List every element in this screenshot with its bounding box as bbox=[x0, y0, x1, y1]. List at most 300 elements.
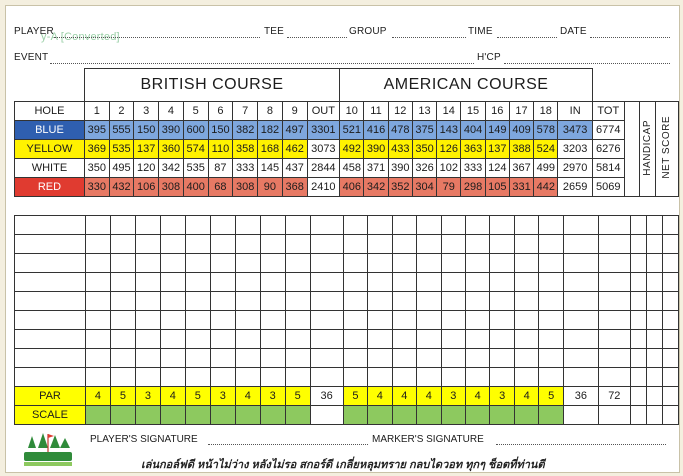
score-cell[interactable] bbox=[514, 235, 538, 254]
score-cell[interactable] bbox=[563, 273, 598, 292]
player-name-cell[interactable] bbox=[15, 311, 86, 330]
score-cell[interactable] bbox=[235, 311, 260, 330]
score-cell[interactable] bbox=[441, 235, 465, 254]
score-cell[interactable] bbox=[646, 216, 662, 235]
score-cell[interactable] bbox=[85, 292, 110, 311]
tee-field[interactable] bbox=[287, 37, 347, 38]
date-label: DATE bbox=[560, 26, 587, 37]
scale-cell[interactable] bbox=[646, 406, 662, 425]
score-cell[interactable] bbox=[85, 368, 110, 387]
player-signature-field[interactable] bbox=[208, 444, 368, 445]
score-cell[interactable] bbox=[539, 330, 563, 349]
score-cell[interactable] bbox=[630, 292, 646, 311]
scale-cell[interactable] bbox=[563, 406, 598, 425]
score-cell[interactable] bbox=[85, 254, 110, 273]
score-cell[interactable] bbox=[160, 292, 185, 311]
score-cell[interactable] bbox=[185, 311, 210, 330]
score-cell[interactable] bbox=[343, 349, 367, 368]
score-cell[interactable] bbox=[310, 216, 343, 235]
score-cell[interactable] bbox=[630, 216, 646, 235]
score-cell[interactable] bbox=[490, 311, 514, 330]
yardage: 390 bbox=[388, 159, 412, 178]
score-cell[interactable] bbox=[235, 273, 260, 292]
score-cell[interactable] bbox=[490, 254, 514, 273]
yardage: 143 bbox=[437, 121, 461, 140]
score-cell[interactable] bbox=[563, 311, 598, 330]
score-cell[interactable] bbox=[368, 292, 392, 311]
score-cell[interactable] bbox=[598, 330, 630, 349]
hcp-field[interactable] bbox=[504, 63, 670, 64]
score-cell[interactable] bbox=[110, 330, 135, 349]
score-cell[interactable] bbox=[598, 235, 630, 254]
score-cell[interactable] bbox=[662, 311, 678, 330]
score-cell[interactable] bbox=[343, 292, 367, 311]
score-cell[interactable] bbox=[630, 349, 646, 368]
yardage: 102 bbox=[437, 159, 461, 178]
score-cell[interactable] bbox=[85, 311, 110, 330]
score-cell[interactable] bbox=[662, 368, 678, 387]
score-cell[interactable] bbox=[465, 254, 489, 273]
score-cell[interactable] bbox=[441, 273, 465, 292]
score-cell[interactable] bbox=[135, 235, 160, 254]
score-cell[interactable] bbox=[490, 235, 514, 254]
score-cell[interactable] bbox=[662, 273, 678, 292]
handicap-label: HANDICAP bbox=[641, 119, 653, 176]
score-cell[interactable] bbox=[662, 254, 678, 273]
scale-cell[interactable] bbox=[392, 406, 416, 425]
score-cell[interactable] bbox=[539, 273, 563, 292]
score-cell[interactable] bbox=[135, 368, 160, 387]
out-total: 3301 bbox=[307, 121, 340, 140]
score-cell[interactable] bbox=[490, 273, 514, 292]
score-cell[interactable] bbox=[135, 292, 160, 311]
score-cell[interactable] bbox=[135, 349, 160, 368]
score-cell[interactable] bbox=[285, 368, 310, 387]
score-cell[interactable] bbox=[630, 235, 646, 254]
scale-cell[interactable] bbox=[417, 406, 441, 425]
score-cell[interactable] bbox=[539, 349, 563, 368]
score-cell[interactable] bbox=[185, 368, 210, 387]
score-cell[interactable] bbox=[185, 292, 210, 311]
score-cell[interactable] bbox=[441, 311, 465, 330]
score-cell[interactable] bbox=[260, 311, 285, 330]
score-cell[interactable] bbox=[260, 292, 285, 311]
score-cell[interactable] bbox=[368, 216, 392, 235]
score-cell[interactable] bbox=[310, 311, 343, 330]
score-cell[interactable] bbox=[160, 254, 185, 273]
score-cell[interactable] bbox=[210, 311, 235, 330]
score-cell[interactable] bbox=[630, 254, 646, 273]
scale-cell[interactable] bbox=[441, 406, 465, 425]
scale-cell[interactable] bbox=[310, 406, 343, 425]
scale-cell[interactable] bbox=[514, 406, 538, 425]
scale-cell[interactable] bbox=[598, 406, 630, 425]
score-cell[interactable] bbox=[235, 349, 260, 368]
score-cell[interactable] bbox=[160, 349, 185, 368]
yardage: 492 bbox=[340, 140, 364, 159]
score-cell[interactable] bbox=[392, 292, 416, 311]
score-cell[interactable] bbox=[490, 349, 514, 368]
score-cell[interactable] bbox=[343, 254, 367, 273]
score-cell[interactable] bbox=[135, 330, 160, 349]
score-cell[interactable] bbox=[160, 235, 185, 254]
scale-cell[interactable] bbox=[662, 406, 678, 425]
score-cell[interactable] bbox=[310, 330, 343, 349]
score-cell[interactable] bbox=[185, 349, 210, 368]
score-cell[interactable] bbox=[646, 368, 662, 387]
score-cell[interactable] bbox=[135, 254, 160, 273]
score-cell[interactable] bbox=[417, 235, 441, 254]
score-cell[interactable] bbox=[343, 235, 367, 254]
score-cell[interactable] bbox=[343, 216, 367, 235]
score-cell[interactable] bbox=[310, 273, 343, 292]
score-cell[interactable] bbox=[646, 235, 662, 254]
score-cell[interactable] bbox=[417, 349, 441, 368]
score-cell[interactable] bbox=[135, 216, 160, 235]
par-value: 5 bbox=[343, 387, 367, 406]
score-cell[interactable] bbox=[490, 292, 514, 311]
score-cell[interactable] bbox=[630, 330, 646, 349]
score-cell[interactable] bbox=[490, 368, 514, 387]
score-cell[interactable] bbox=[392, 368, 416, 387]
score-cell[interactable] bbox=[514, 254, 538, 273]
score-cell[interactable] bbox=[563, 330, 598, 349]
score-cell[interactable] bbox=[417, 273, 441, 292]
player-name-cell[interactable] bbox=[15, 292, 86, 311]
score-cell[interactable] bbox=[441, 254, 465, 273]
scale-cell[interactable] bbox=[260, 406, 285, 425]
score-cell[interactable] bbox=[465, 330, 489, 349]
player-name-cell[interactable] bbox=[15, 254, 86, 273]
scale-cell[interactable] bbox=[539, 406, 563, 425]
score-cell[interactable] bbox=[85, 349, 110, 368]
yardage: 478 bbox=[388, 121, 412, 140]
scale-cell[interactable] bbox=[285, 406, 310, 425]
par-value: 3 bbox=[210, 387, 235, 406]
score-cell[interactable] bbox=[563, 254, 598, 273]
player-name-cell[interactable] bbox=[15, 273, 86, 292]
score-cell[interactable] bbox=[514, 349, 538, 368]
tee-label: TEE bbox=[264, 26, 285, 37]
score-cell[interactable] bbox=[285, 254, 310, 273]
score-cell[interactable] bbox=[185, 254, 210, 273]
score-cell[interactable] bbox=[441, 216, 465, 235]
scale-cell[interactable] bbox=[490, 406, 514, 425]
score-cell[interactable] bbox=[185, 273, 210, 292]
score-cell[interactable] bbox=[210, 254, 235, 273]
out-total: 2844 bbox=[307, 159, 340, 178]
score-cell[interactable] bbox=[235, 216, 260, 235]
score-cell[interactable] bbox=[310, 349, 343, 368]
score-cell[interactable] bbox=[310, 235, 343, 254]
yardage: 433 bbox=[388, 140, 412, 159]
yardage: 495 bbox=[109, 159, 134, 178]
marker-signature-field[interactable] bbox=[496, 444, 666, 445]
score-cell[interactable] bbox=[260, 330, 285, 349]
score-cell[interactable] bbox=[368, 254, 392, 273]
par-row bbox=[15, 387, 679, 406]
score-cell[interactable] bbox=[598, 368, 630, 387]
par-in: 36 bbox=[563, 387, 598, 406]
event-field[interactable] bbox=[50, 63, 474, 64]
score-cell[interactable] bbox=[441, 349, 465, 368]
score-cell[interactable] bbox=[598, 292, 630, 311]
time-label: TIME bbox=[468, 26, 493, 37]
scale-cell[interactable] bbox=[368, 406, 392, 425]
score-cell[interactable] bbox=[563, 349, 598, 368]
score-cell[interactable] bbox=[417, 330, 441, 349]
score-cell[interactable] bbox=[563, 292, 598, 311]
score-cell[interactable] bbox=[646, 349, 662, 368]
score-cell[interactable] bbox=[441, 330, 465, 349]
player-name-cell[interactable] bbox=[15, 368, 86, 387]
corner-right bbox=[592, 69, 678, 102]
score-cell[interactable] bbox=[285, 292, 310, 311]
yardage: 298 bbox=[461, 178, 485, 197]
score-cell[interactable] bbox=[285, 311, 310, 330]
score-cell[interactable] bbox=[185, 330, 210, 349]
score-cell[interactable] bbox=[343, 368, 367, 387]
score-cell[interactable] bbox=[392, 330, 416, 349]
hole-number: 5 bbox=[183, 102, 208, 121]
scale-cell[interactable] bbox=[630, 406, 646, 425]
score-cell[interactable] bbox=[646, 330, 662, 349]
score-entry-row bbox=[15, 235, 679, 254]
score-cell[interactable] bbox=[662, 292, 678, 311]
score-cell[interactable] bbox=[235, 292, 260, 311]
score-cell[interactable] bbox=[160, 368, 185, 387]
score-cell[interactable] bbox=[646, 311, 662, 330]
scale-cell[interactable] bbox=[235, 406, 260, 425]
group-field[interactable] bbox=[392, 37, 466, 38]
score-cell[interactable] bbox=[110, 254, 135, 273]
player-field[interactable] bbox=[54, 37, 260, 38]
player-name-cell[interactable] bbox=[15, 216, 86, 235]
par-blank bbox=[630, 387, 646, 406]
score-cell[interactable] bbox=[210, 349, 235, 368]
score-cell[interactable] bbox=[110, 349, 135, 368]
etiquette-note: เล่นกอล์ฟดี หน้าไม่ว่าง หลังไม่รอ สกอร์ดี เกลี่ยหลุมทราย กลบไดวอท ทุกๆ ช็อตที่ท่านตี bbox=[141, 459, 545, 471]
score-cell[interactable] bbox=[210, 235, 235, 254]
score-cell[interactable] bbox=[598, 216, 630, 235]
scale-cell[interactable] bbox=[110, 406, 135, 425]
score-cell[interactable] bbox=[210, 216, 235, 235]
score-cell[interactable] bbox=[630, 368, 646, 387]
score-cell[interactable] bbox=[235, 368, 260, 387]
score-cell[interactable] bbox=[646, 273, 662, 292]
yardage: 333 bbox=[233, 159, 258, 178]
score-cell[interactable] bbox=[514, 292, 538, 311]
scale-cell[interactable] bbox=[135, 406, 160, 425]
score-cell[interactable] bbox=[185, 235, 210, 254]
score-cell[interactable] bbox=[110, 235, 135, 254]
score-cell[interactable] bbox=[210, 273, 235, 292]
score-cell[interactable] bbox=[490, 330, 514, 349]
date-field[interactable] bbox=[590, 37, 670, 38]
player-name-cell[interactable] bbox=[15, 235, 86, 254]
score-cell[interactable] bbox=[160, 273, 185, 292]
score-cell[interactable] bbox=[417, 216, 441, 235]
score-cell[interactable] bbox=[85, 235, 110, 254]
score-cell[interactable] bbox=[235, 254, 260, 273]
score-cell[interactable] bbox=[598, 254, 630, 273]
score-cell[interactable] bbox=[235, 330, 260, 349]
scale-cell[interactable] bbox=[210, 406, 235, 425]
score-cell[interactable] bbox=[539, 216, 563, 235]
score-cell[interactable] bbox=[465, 311, 489, 330]
net-score-header bbox=[655, 102, 678, 197]
score-cell[interactable] bbox=[539, 235, 563, 254]
score-cell[interactable] bbox=[85, 273, 110, 292]
scale-cell[interactable] bbox=[160, 406, 185, 425]
score-cell[interactable] bbox=[110, 273, 135, 292]
yardage: 409 bbox=[509, 121, 533, 140]
score-cell[interactable] bbox=[441, 368, 465, 387]
score-cell[interactable] bbox=[368, 235, 392, 254]
score-cell[interactable] bbox=[110, 292, 135, 311]
score-cell[interactable] bbox=[630, 311, 646, 330]
score-cell[interactable] bbox=[160, 216, 185, 235]
score-cell[interactable] bbox=[260, 368, 285, 387]
yardage: 308 bbox=[233, 178, 258, 197]
player-name-cell[interactable] bbox=[15, 330, 86, 349]
score-cell[interactable] bbox=[85, 330, 110, 349]
score-cell[interactable] bbox=[465, 349, 489, 368]
score-cell[interactable] bbox=[285, 349, 310, 368]
score-cell[interactable] bbox=[392, 216, 416, 235]
score-cell[interactable] bbox=[260, 216, 285, 235]
score-cell[interactable] bbox=[368, 273, 392, 292]
score-cell[interactable] bbox=[210, 292, 235, 311]
score-cell[interactable] bbox=[630, 273, 646, 292]
score-cell[interactable] bbox=[85, 216, 110, 235]
yardage: 363 bbox=[461, 140, 485, 159]
score-cell[interactable] bbox=[539, 254, 563, 273]
score-cell[interactable] bbox=[465, 216, 489, 235]
score-cell[interactable] bbox=[392, 311, 416, 330]
score-cell[interactable] bbox=[210, 330, 235, 349]
yardage: 458 bbox=[340, 159, 364, 178]
score-cell[interactable] bbox=[110, 368, 135, 387]
score-cell[interactable] bbox=[539, 292, 563, 311]
scale-cell[interactable] bbox=[343, 406, 367, 425]
score-cell[interactable] bbox=[598, 273, 630, 292]
score-cell[interactable] bbox=[646, 292, 662, 311]
score-cell[interactable] bbox=[285, 273, 310, 292]
score-cell[interactable] bbox=[368, 368, 392, 387]
score-cell[interactable] bbox=[514, 311, 538, 330]
score-cell[interactable] bbox=[417, 368, 441, 387]
score-cell[interactable] bbox=[539, 311, 563, 330]
score-cell[interactable] bbox=[135, 311, 160, 330]
score-cell[interactable] bbox=[646, 254, 662, 273]
score-cell[interactable] bbox=[310, 368, 343, 387]
scale-cell[interactable] bbox=[85, 406, 110, 425]
score-cell[interactable] bbox=[368, 330, 392, 349]
score-cell[interactable] bbox=[260, 273, 285, 292]
score-cell[interactable] bbox=[563, 368, 598, 387]
score-cell[interactable] bbox=[260, 235, 285, 254]
score-cell[interactable] bbox=[417, 254, 441, 273]
score-cell[interactable] bbox=[514, 273, 538, 292]
score-cell[interactable] bbox=[235, 235, 260, 254]
par-value: 4 bbox=[160, 387, 185, 406]
yardage: 331 bbox=[509, 178, 533, 197]
score-cell[interactable] bbox=[392, 235, 416, 254]
score-cell[interactable] bbox=[285, 235, 310, 254]
yardage: 105 bbox=[485, 178, 509, 197]
score-cell[interactable] bbox=[662, 349, 678, 368]
score-cell[interactable] bbox=[110, 216, 135, 235]
score-cell[interactable] bbox=[392, 349, 416, 368]
yardage: 304 bbox=[412, 178, 436, 197]
yardage: 574 bbox=[183, 140, 208, 159]
score-cell[interactable] bbox=[343, 273, 367, 292]
score-cell[interactable] bbox=[343, 311, 367, 330]
scale-cell[interactable] bbox=[185, 406, 210, 425]
score-cell[interactable] bbox=[310, 254, 343, 273]
score-cell[interactable] bbox=[343, 330, 367, 349]
score-cell[interactable] bbox=[563, 235, 598, 254]
course-header-row bbox=[15, 69, 679, 102]
score-cell[interactable] bbox=[417, 292, 441, 311]
score-cell[interactable] bbox=[160, 311, 185, 330]
score-cell[interactable] bbox=[285, 216, 310, 235]
yardage: 416 bbox=[364, 121, 388, 140]
score-cell[interactable] bbox=[662, 216, 678, 235]
score-cell[interactable] bbox=[260, 254, 285, 273]
score-cell[interactable] bbox=[135, 273, 160, 292]
score-cell[interactable] bbox=[514, 216, 538, 235]
score-cell[interactable] bbox=[662, 235, 678, 254]
score-cell[interactable] bbox=[185, 216, 210, 235]
score-cell[interactable] bbox=[662, 330, 678, 349]
score-cell[interactable] bbox=[465, 273, 489, 292]
score-cell[interactable] bbox=[417, 311, 441, 330]
score-cell[interactable] bbox=[160, 330, 185, 349]
hole-number: 8 bbox=[258, 102, 283, 121]
score-cell[interactable] bbox=[465, 368, 489, 387]
score-cell[interactable] bbox=[392, 273, 416, 292]
score-cell[interactable] bbox=[598, 349, 630, 368]
score-cell[interactable] bbox=[563, 216, 598, 235]
score-cell[interactable] bbox=[514, 330, 538, 349]
score-cell[interactable] bbox=[260, 349, 285, 368]
score-cell[interactable] bbox=[539, 368, 563, 387]
score-cell[interactable] bbox=[598, 311, 630, 330]
header-fields bbox=[6, 6, 679, 66]
handicap-header bbox=[639, 102, 655, 197]
hole-header: HOLE bbox=[15, 102, 85, 121]
score-cell[interactable] bbox=[490, 216, 514, 235]
out-total: 3073 bbox=[307, 140, 340, 159]
score-cell[interactable] bbox=[465, 235, 489, 254]
score-cell[interactable] bbox=[368, 349, 392, 368]
score-cell[interactable] bbox=[110, 311, 135, 330]
score-cell[interactable] bbox=[285, 330, 310, 349]
score-cell[interactable] bbox=[441, 292, 465, 311]
player-name-cell[interactable] bbox=[15, 349, 86, 368]
score-cell[interactable] bbox=[465, 292, 489, 311]
marker-signature-label: MARKER'S SIGNATURE bbox=[372, 434, 484, 445]
score-cell[interactable] bbox=[368, 311, 392, 330]
score-cell[interactable] bbox=[210, 368, 235, 387]
time-field[interactable] bbox=[497, 37, 557, 38]
score-cell[interactable] bbox=[392, 254, 416, 273]
score-cell[interactable] bbox=[514, 368, 538, 387]
score-cell[interactable] bbox=[310, 292, 343, 311]
scale-cell[interactable] bbox=[465, 406, 489, 425]
